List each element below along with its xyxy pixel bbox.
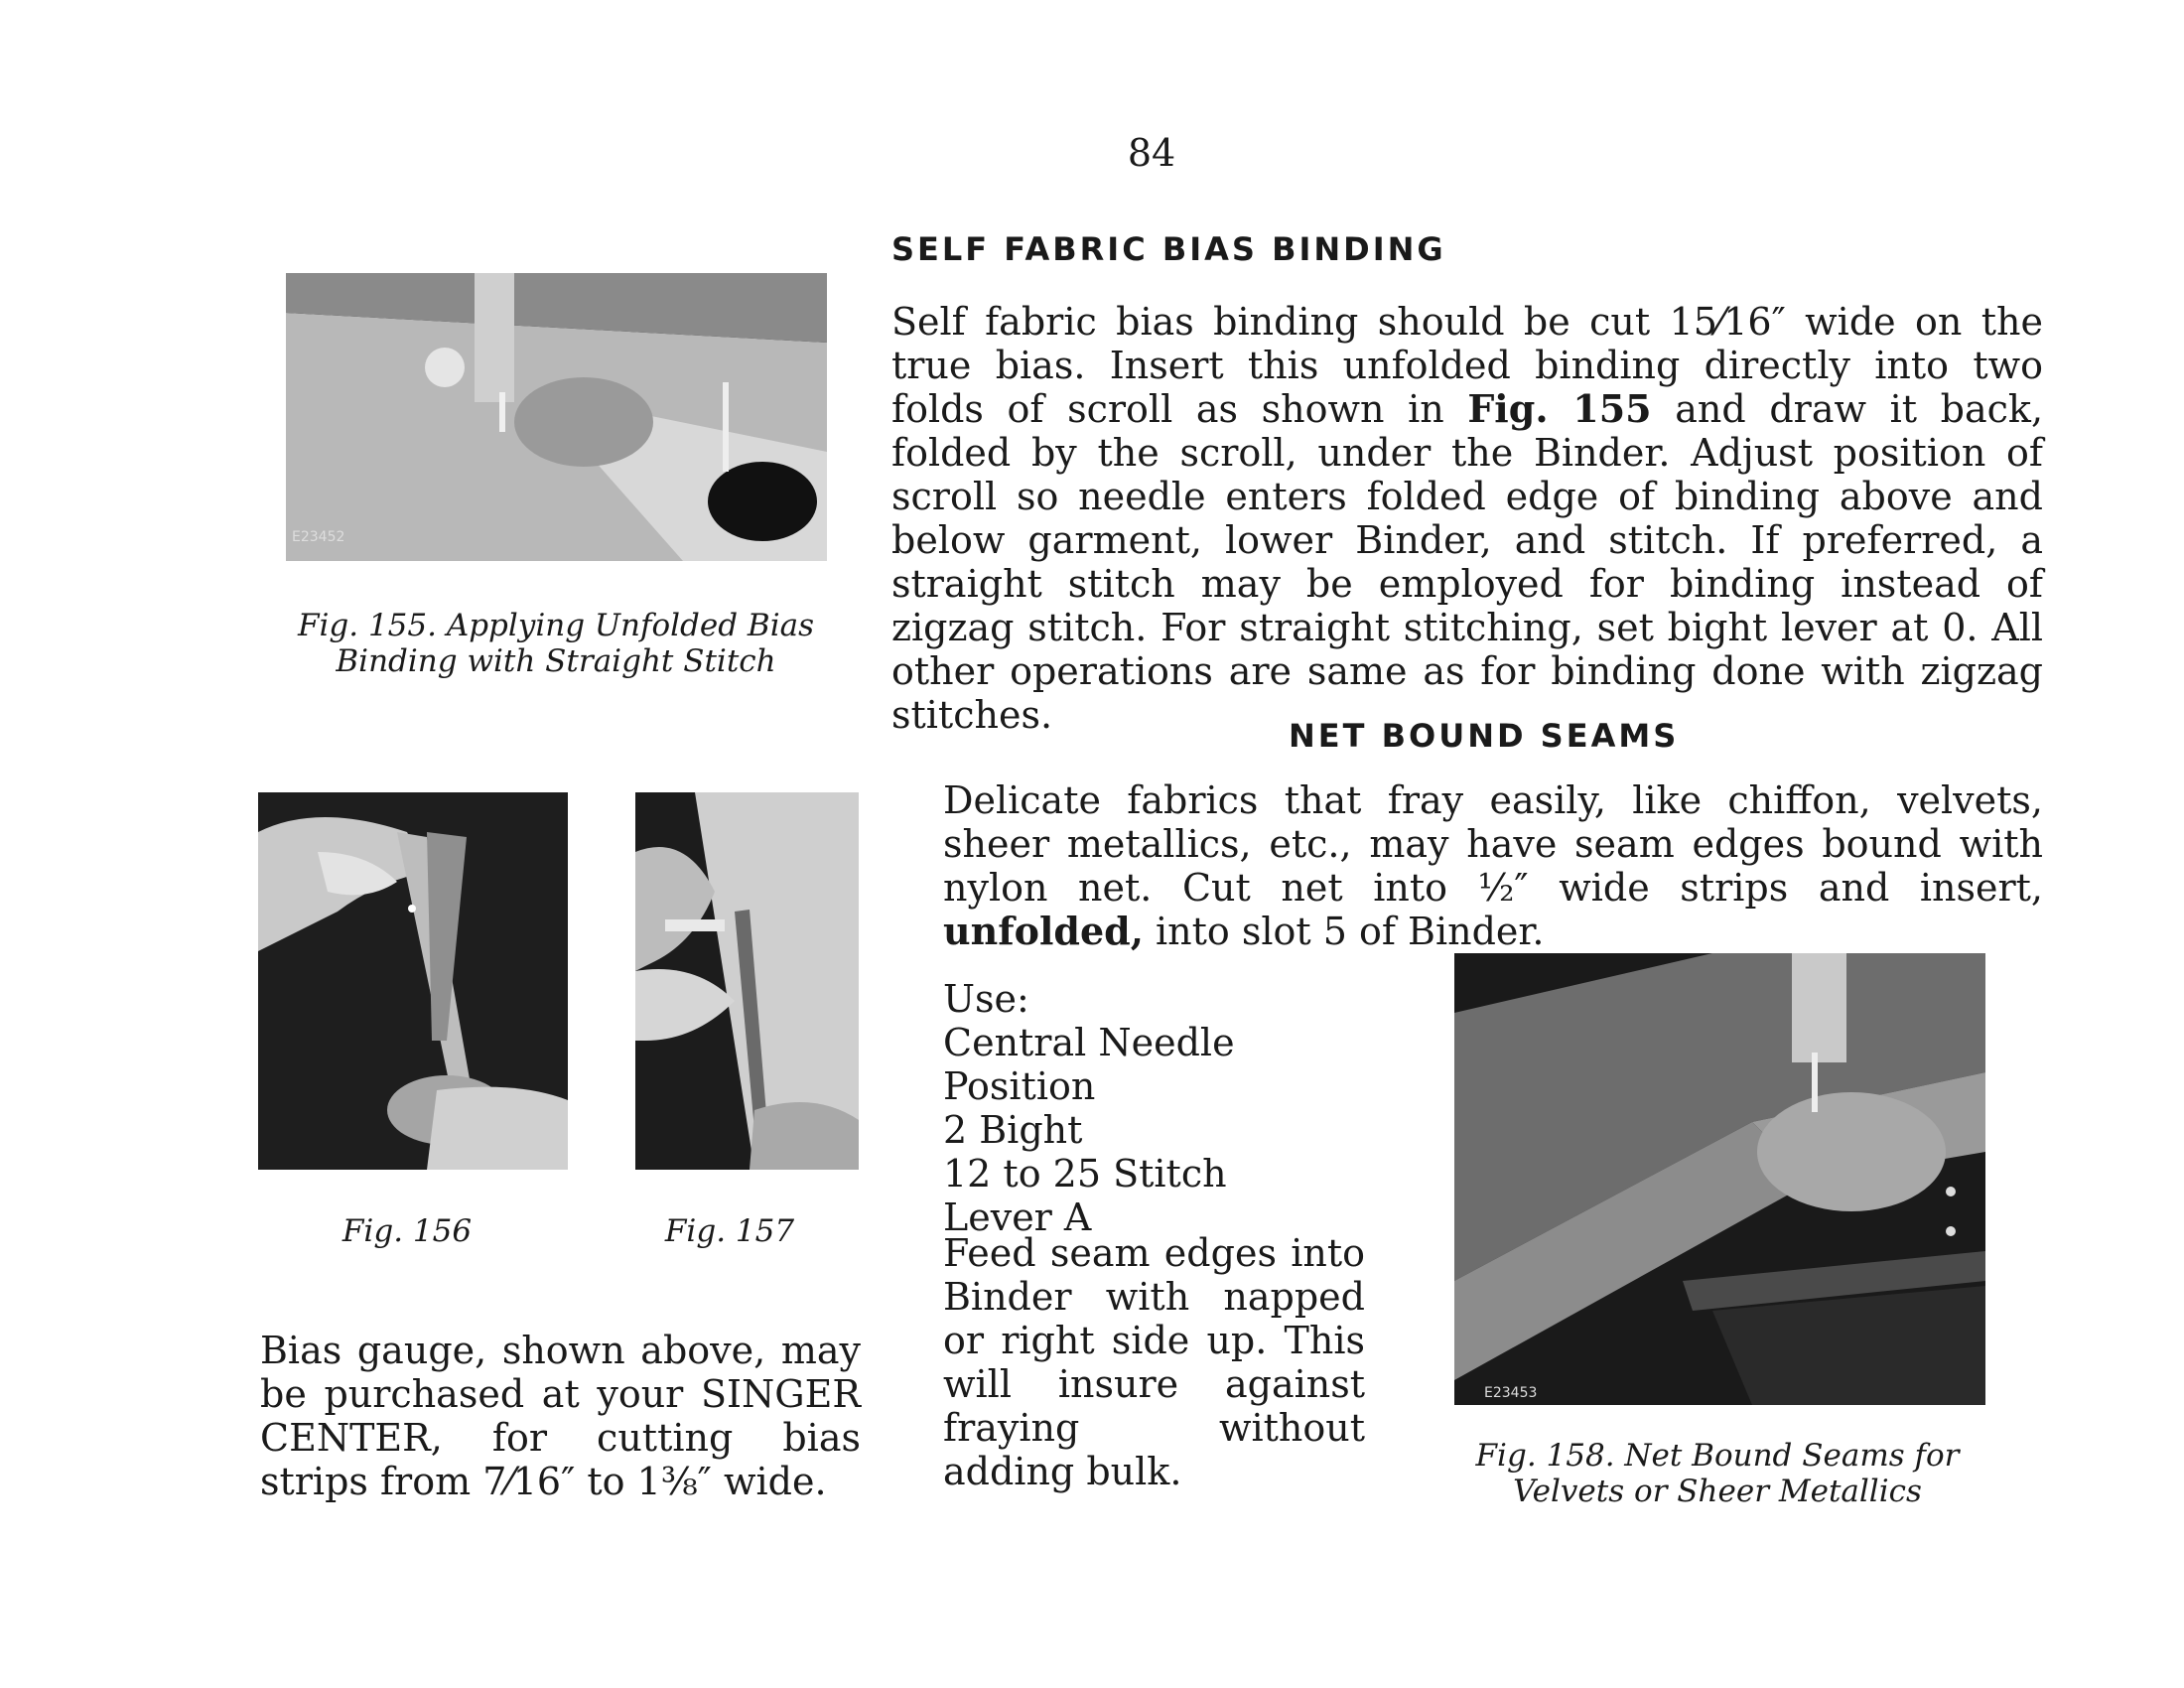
bias-gauge-to: 1⅜″ <box>636 1460 712 1503</box>
fig-155-code: E23452 <box>292 529 345 545</box>
bias-strip-cutting-image <box>635 792 859 1170</box>
fig-156-photo <box>258 792 568 1170</box>
net-bound-heading: NET BOUND SEAMS <box>1289 717 1680 755</box>
fig-157-photo <box>635 792 859 1170</box>
fig-158-caption-line1: Fig. 158. Net Bound Seams for <box>1475 1438 1960 1474</box>
net-bound-text-1: Delicate fabrics that fray easily, like chiffon, velvets, sheer metallics, etc., may have seam edges bound with nylon net. Cut net into <box>943 778 2043 910</box>
fig-158-code: E23453 <box>1484 1385 1538 1401</box>
fig-155-photo <box>286 273 827 561</box>
setting-stitch: 12 to 25 Stitch <box>943 1152 1227 1196</box>
net-bound-text-2: wide strips and insert, <box>1559 866 2043 910</box>
self-fabric-paragraph <box>891 300 2043 737</box>
bias-gauge-from: 7⁄16″ <box>482 1460 576 1503</box>
setting-needle-position: Central Needle Position <box>943 1021 1235 1108</box>
net-bound-seam-image <box>1454 953 1985 1405</box>
page-number: 84 <box>1127 131 1176 175</box>
self-fabric-text-1: Self fabric bias binding should be cut <box>891 300 1651 344</box>
setting-lever: Lever A <box>943 1196 1092 1239</box>
bias-gauge-hands-image <box>258 792 568 1170</box>
fig-157-caption: Fig. 157 <box>664 1213 795 1249</box>
fig-158-caption-line2: Velvets or Sheer Metallics <box>1513 1474 1922 1509</box>
use-label: Use: <box>943 977 1029 1021</box>
fig-155-reference: Fig. 155 <box>1467 386 1652 431</box>
self-fabric-text-2: wide on the true bias. Insert this unfolded binding directly into two folds of scroll as shown in <box>891 300 2043 431</box>
setting-bight: 2 Bight <box>943 1108 1083 1152</box>
bias-gauge-to-word: to <box>587 1460 625 1503</box>
sewing-machine-binder-image <box>286 273 827 561</box>
bias-gauge-text-2: wide. <box>723 1460 827 1503</box>
fig-156-caption: Fig. 156 <box>341 1213 473 1249</box>
fig-155-caption-line2: Binding with Straight Stitch <box>336 643 776 679</box>
net-bound-text-3: into slot 5 of Binder. <box>1156 910 1545 953</box>
self-fabric-measure: 15⁄16″ <box>1669 300 1786 344</box>
feed-paragraph: Feed seam edges into Binder with napped or right side up. This will insure against fraying without adding bulk. <box>943 1231 1365 1493</box>
fig-158-caption <box>1430 1438 2005 1509</box>
fig-158-photo <box>1454 953 1985 1405</box>
settings-block <box>943 977 1380 1239</box>
bias-gauge-paragraph <box>260 1329 861 1503</box>
self-fabric-text-3: and draw it back, folded by the scroll, under the Binder. Adjust position of scroll so needle enters folded edge of binding above and below garment, lower Binder, and stitch. If preferred, a straight stitch may be employed for binding instead of zigzag stitch. For straight stitching, set bight lever at 0. All other operations are same as for binding done with zigzag stitches. <box>891 387 2044 737</box>
fig-155-caption-line1: Fig. 155. Applying Unfolded Bias <box>297 608 815 643</box>
net-bound-measure: ½″ <box>1477 866 1529 910</box>
net-bound-emphasis: unfolded, <box>943 909 1144 953</box>
net-bound-paragraph <box>943 778 2043 953</box>
fig-155-caption <box>268 608 844 679</box>
self-fabric-heading: SELF FABRIC BIAS BINDING <box>891 230 1446 268</box>
bias-gauge-text-1: Bias gauge, shown above, may be purchased at your SINGER CENTER, for cutting bias strips from <box>260 1329 861 1503</box>
